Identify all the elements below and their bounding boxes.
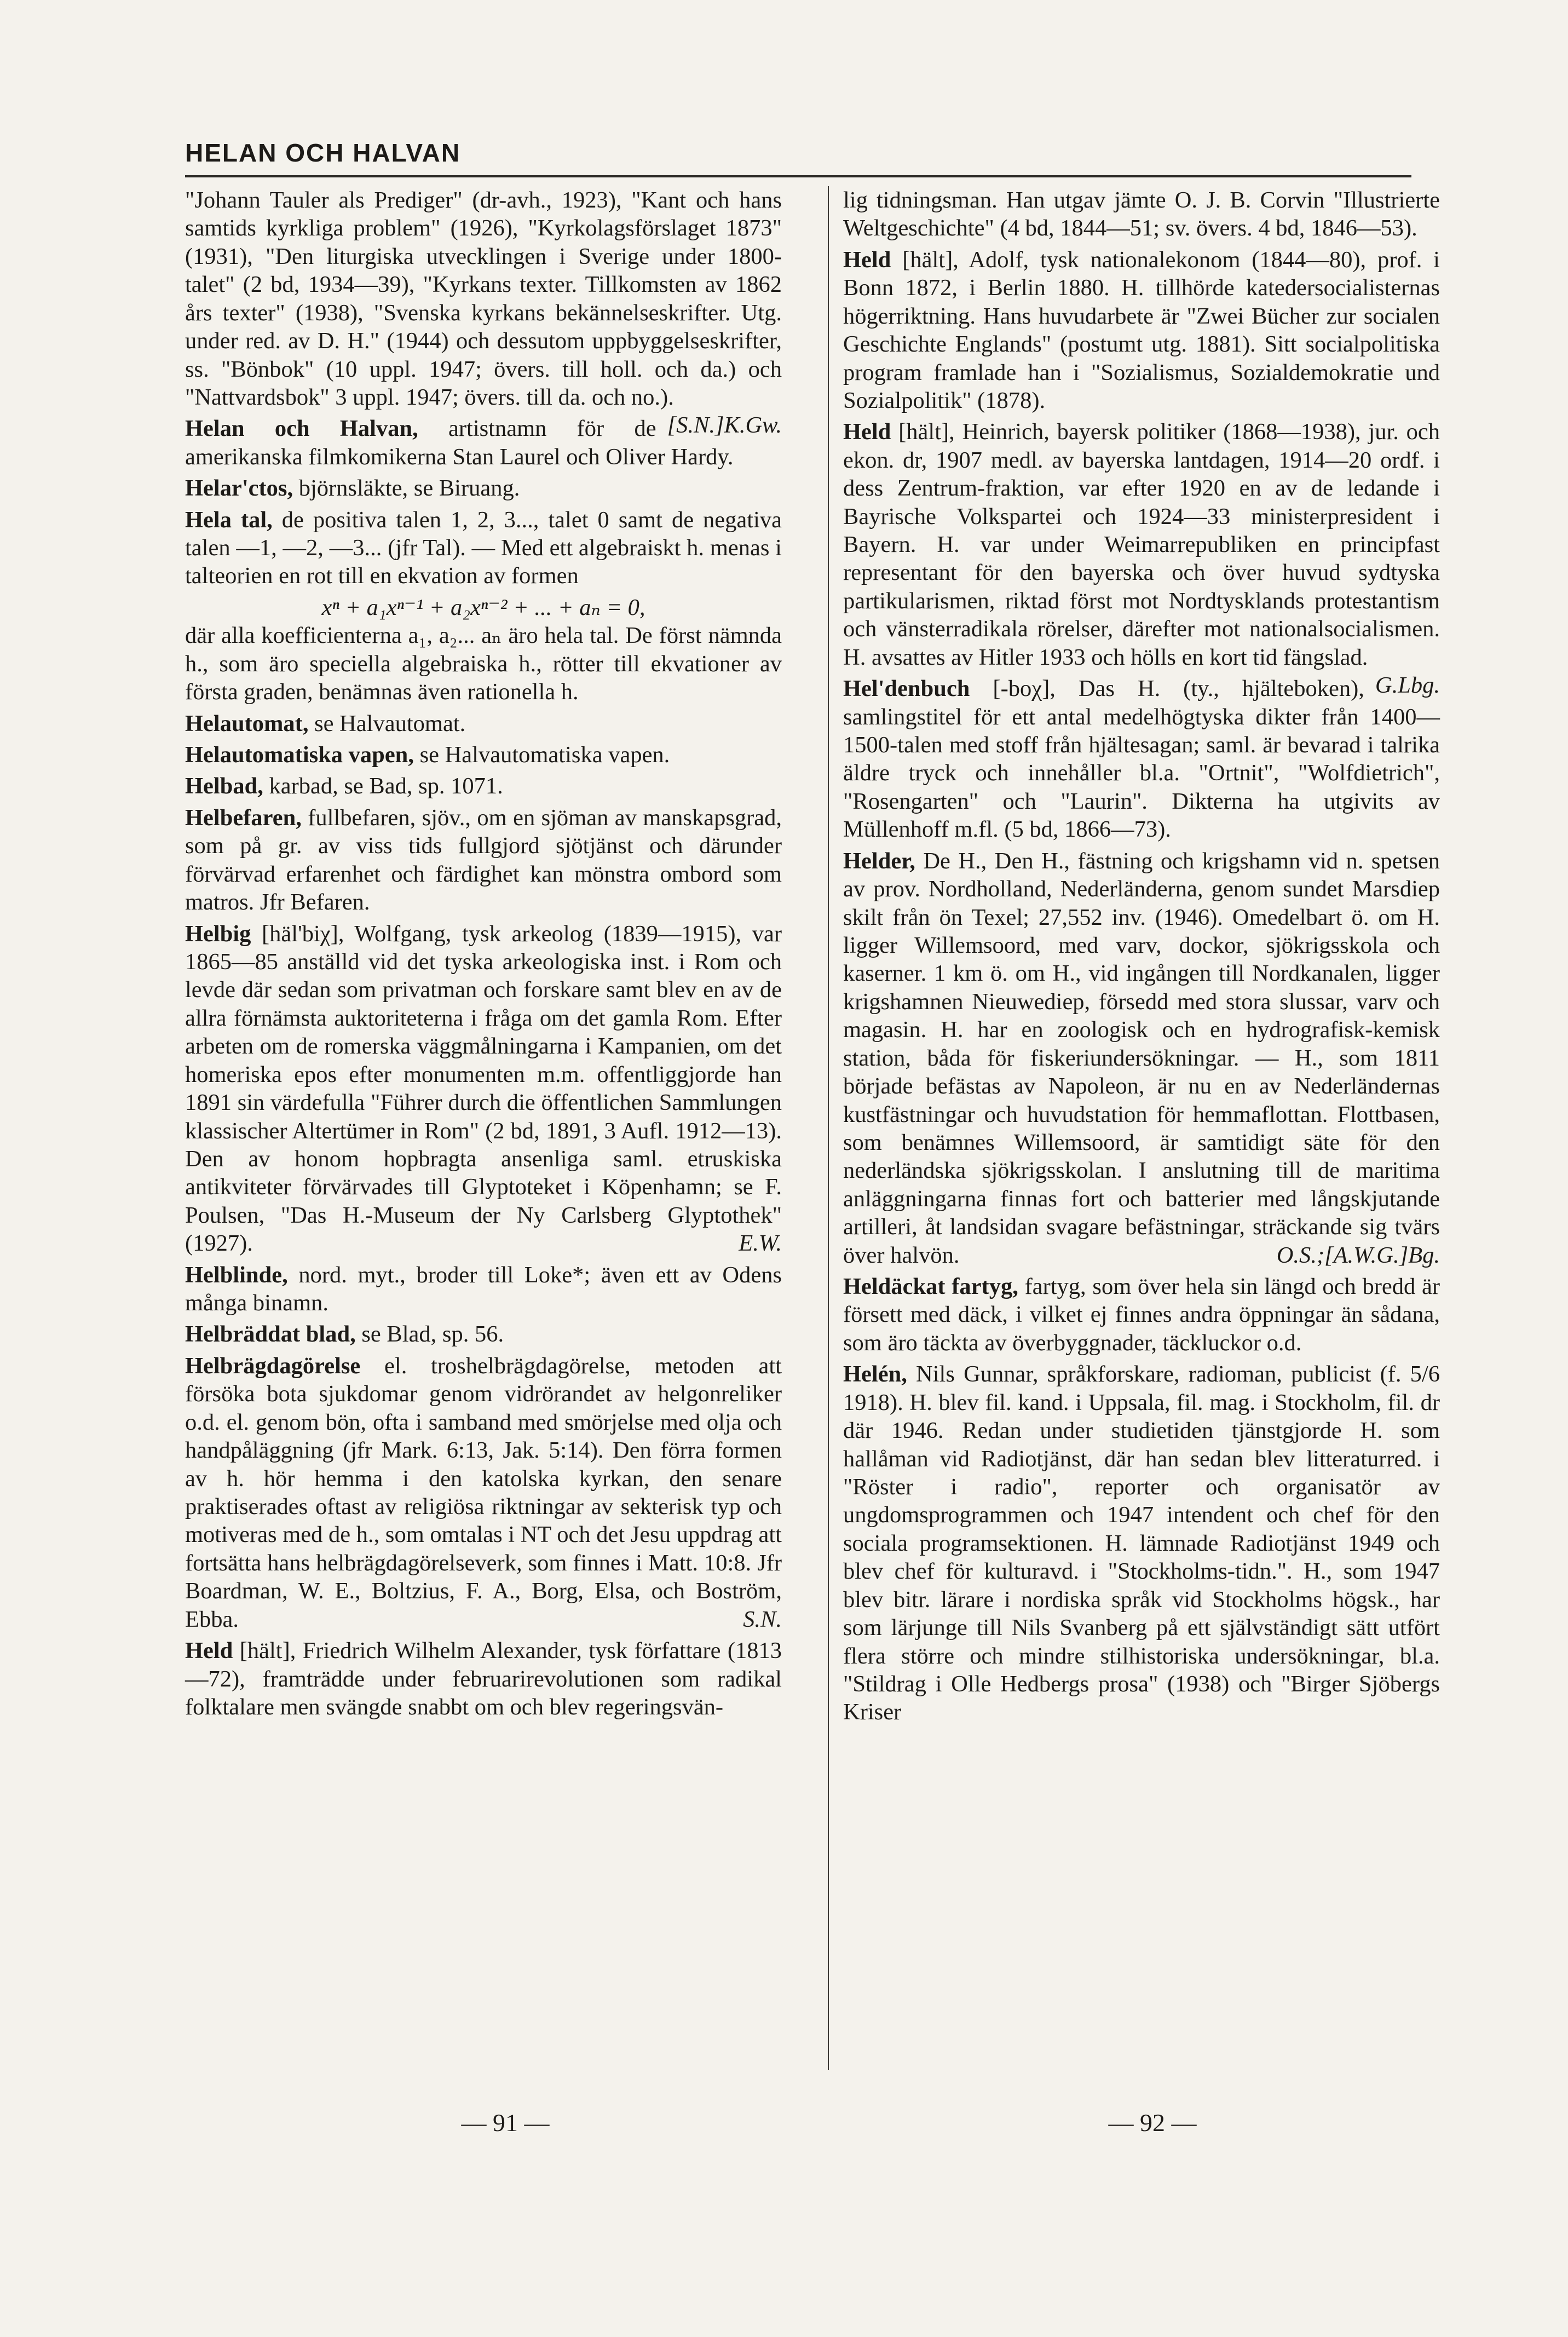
signature: S.N.	[743, 1606, 782, 1632]
entry-text: lig tidningsman. Han utgav jämte O. J. B. Corvin "Illustrierte Weltgeschichte" (4 bd, 1844—51; sv. övers. 4 bd, 1846—53).	[843, 187, 1440, 241]
entry-text: se Blad, sp. 56.	[355, 1321, 504, 1348]
running-header	[185, 138, 1411, 177]
headword: Helautomatiska vapen,	[185, 742, 414, 768]
entry-text: [hält], Heinrich, bayersk politiker (1868—1938), jur. och ekon. dr, 1907 medl. av bayerska lantdagen, 1914—20 ordf. i dess Zentrum-fraktion, var efter 1920 en av de ledande i Bayrische Volkspartei och 1924—33 ministerpresident i Bayern. H. var under Weimarrepubliken en principfast representant för den bayerska och över huvud sydtyska partikularismen, riktad först mot Nordtysklands protestantism och vänsterradikala rörelser, därefter mot nationalsocialismen. H. avsattes av Hitler 1933 och hölls en kort tid fängslad.	[843, 419, 1440, 670]
signature: E.W.	[739, 1230, 782, 1257]
left-column	[185, 186, 782, 1724]
entry-text: [-boχ], Das H. (ty., hjälteboken), samlingstitel för ett antal medelhögtyska dikter från 1400—1500-talen med stoff från hjältesagan; saml. är bevarad i talrika äldre tryck och innehåller bl.a. "Ortnit", "Wolfdietrich", "Rosengarten" och "Laurin". Dikterna ha utgivits av Müllenhoff m.fl. (5 bd, 1866—73).	[843, 676, 1440, 843]
entry-8	[185, 804, 782, 917]
entry-text: [häl'biχ], Wolfgang, tysk arkeolog (1839—1915), var 1865—85 anställd vid det tyska arkeologiska inst. i Rom och levde där sedan som privatman och forskare samt blev en av de allra förnämsta auktoriteterna i fråga om det gamla Rom. Efter arbeten om de romerska väggmålningarna i Kampanien, om det homeriska epos efter monumenten m.m. offentliggjorde han 1891 sin värdefulla "Führer durch die öffentlichen Sammlungen klassischer Altertümer in Rom" (2 bd, 1891, 3 Aufl. 1912—13). Den av honom hopbragta ansenliga saml. etruskiska antikviteter förvärvades till Glyptoteket i Köpenhamn; se F. Poulsen, "Das H.-Museum der Ny Carlsberg Glyptothek" (1927).	[185, 920, 782, 1257]
headword: Helbrägdagörelse	[185, 1352, 361, 1379]
headword: Helar'ctos,	[185, 475, 293, 502]
headword: Held	[843, 246, 891, 273]
entry-text: se Halvautomatiska vapen.	[413, 742, 670, 768]
entry-text: De H., Den H., fästning och krigshamn vid n. spetsen av prov. Nordholland, Nederländerna, genom sundet Marsdiep skilt från ön Texel; 27,552 inv. (1946). Omedelbart ö. om H. ligger Willemsoord, med varv, dockor, sjökrigsskola och kaserner. 1 km ö. om H., vid ingången till Nordkanalen, ligger krigshamnen Nieuwediep, försedd med stora slussar, varv och magasin. H. har en zoologisk och en hydrografisk-kemisk station, båda för fiskeriundersökningar. — H., som 1811 började befästas av Napoleon, är nu en av Nederländernas kustfästningar och huvudstation för hemmaflottan. Flottbasen, som benämnes Willemsoord, är samtidigt säte för den nederländska sjökrigsskolan. I anslutning till de maritima anläggningarna finnas fort och batterier med långskjutande artilleri, åt landsidan svagare befästningar, sträckande sig tvärs över halvön.	[843, 848, 1440, 1268]
entry-r5	[843, 1273, 1440, 1357]
entry-9	[185, 920, 782, 1258]
entry-text: Nils Gunnar, språkforskare, radioman, publicist (f. 5/6 1918). H. blev fil. kand. i Uppsala, fil. mag. i Stockholm, fil. dr där 1946. Redan under studietiden tjänstgjorde H. som hallåman vid Radiotjänst, där han sedan blev litteraturred. i "Röster i radio", reporter och organisatör av ungdomsprogrammen och 1947 intendent och chef för den sociala programsektionen. H. lämnade Radiotjänst 1949 och blev chef för kulturavd. i "Stockholms-tidn.". H., som 1947 blev bitr. lärare i nordiska språk vid Stockholms högsk., har som lärjunge till Nils Svanberg på ett självständigt sätt utfört flera större och mindre stilhistoriska undersökningar, bl.a. "Stildrag i Olle Hedbergs prosa" (1938) och "Birger Sjöbergs Kriser	[843, 1361, 1440, 1725]
entry-11	[185, 1320, 782, 1348]
entry-text: nord. myt., broder till Loke*; även ett av Odens många binamn.	[185, 1262, 782, 1316]
entry-13	[185, 1637, 782, 1721]
entry-4	[185, 621, 782, 706]
entry-r4	[843, 847, 1440, 1269]
entry-7	[185, 772, 782, 800]
entry-text: "Johann Tauler als Prediger" (dr-avh., 1923), "Kant och hans samtids kyrkliga problem" (1926), "Kyrkolagsförslaget 1873" (1931), "Den liturgiska utvecklingen i Sverige under 1800-talet" (2 bd, 1934—39), "Kyrkans texter. Tillkomsten av 1862 års texter" (1938), "Svenska kyrkans bekännelseskrifter. Utg. under red. av D. H." (1944) och dessutom uppbyggelseskrifter, ss. "Bönbok" (10 uppl. 1947; övers. till holl. och da.) och "Nattvardsbok" 3 uppl. 1947; övers. till da. och no.).	[185, 187, 782, 410]
headword: Helbräddat blad,	[185, 1321, 356, 1348]
page-title: HELAN OCH HALVAN	[185, 139, 461, 167]
entry-r1	[843, 246, 1440, 415]
entry-12	[185, 1352, 782, 1633]
page-number-left: — 91 —	[461, 2109, 550, 2137]
signature: O.S.;[A.W.G.]Bg.	[1276, 1242, 1440, 1268]
entry-text: se Halvautomat.	[308, 710, 466, 736]
entry-2	[185, 474, 782, 502]
entry-text: björnsläkte, se Biruang.	[293, 475, 520, 502]
entry-text: de positiva talen 1, 2, 3..., talet 0 samt de negativa talen —1, —2, —3... (jfr Tal). — Med ett algebraiskt h. menas i talteorien en rot till en ekvation av formen	[185, 506, 782, 589]
entry-text: [hält], Adolf, tysk nationalekonom (1844—80), prof. i Bonn 1872, i Berlin 1880. H. tillhörde katedersocialisternas högerriktning. Hans huvudarbete är "Zwei Bücher zur socialen Geschichte Englands" (postumt utg. 1881). Sitt socialpolitiska program framlade han i "Sozialismus, Sozialdemokratie und Sozialpolitik" (1878).	[843, 246, 1440, 413]
entry-text: där alla koefficienterna a₁, a₂... aₙ äro hela tal. De först nämnda h., som äro speciella algebraiska h., rötter till ekvationer av första graden, benämnas även rationella h.	[185, 623, 782, 705]
entry-6	[185, 741, 782, 769]
entry-3	[185, 506, 782, 590]
headword: Hel'denbuch	[843, 676, 970, 702]
entry-text: [hält], Friedrich Wilhelm Alexander, tysk författare (1813—72), framträdde under februarirevolutionen som radikal folktalare men svängde snabbt om och blev regeringsvän-	[185, 1638, 782, 1720]
entry-r3	[843, 675, 1440, 844]
headword: Helbad,	[185, 773, 263, 799]
entry-r0	[843, 186, 1440, 243]
headword: Helblinde,	[185, 1262, 288, 1288]
headword: Hela tal,	[185, 506, 273, 533]
entry-text: el. troshelbrägdagörelse, metoden att försöka bota sjukdomar genom vidrörandet av helgonreliker o.d. el. genom bön, ofta i samband med smörjelse med olja och handpåläggning (jfr Mark. 6:13, Jak. 5:14). Den förra formen av h. hör hemma i den katolska kyrkan, den senare praktiserades oftast av religiösa riktningar av sekterisk typ och motiveras med de h., som omtalas i NT och det Jesu uppdrag att fortsätta hans helbrägdagörelseverk, som finnes i Matt. 10:8. Jfr Boardman, W. E., Boltzius, F. A., Borg, Elsa, och Boström, Ebba.	[185, 1352, 782, 1632]
headword: Helén,	[843, 1361, 907, 1388]
page-number-right: — 92 —	[1108, 2109, 1197, 2137]
headword: Held	[185, 1638, 233, 1664]
headword: Helan och Halvan,	[185, 416, 418, 442]
headword: Helder,	[843, 848, 915, 874]
headword: Held	[843, 419, 891, 445]
entry-text: karbad, se Bad, sp. 1071.	[263, 773, 503, 799]
signature: G.Lbg.	[1375, 672, 1440, 699]
entry-5	[185, 710, 782, 738]
headword: Helautomat,	[185, 710, 309, 736]
column-divider	[828, 186, 829, 2070]
signature: [S.N.]K.Gw.	[667, 412, 782, 439]
entry-10	[185, 1261, 782, 1317]
entry-text: artistnamn för de amerikanska filmkomikerna Stan Laurel och Oliver Hardy.	[185, 416, 734, 470]
right-column	[843, 186, 1440, 1730]
headword: Helbefaren,	[185, 804, 302, 831]
formula: xⁿ + a₁xⁿ⁻¹ + a₂xⁿ⁻² + ... + aₙ = 0,	[321, 594, 645, 620]
entry-r6	[843, 1360, 1440, 1726]
headword: Helbig	[185, 920, 251, 947]
entry-text: fartyg, som över hela sin längd och bredd är försett med däck, i vilket ej finnes andra öppningar än sådana, som äro täckta av överbyggnader, täckluckor o.d.	[843, 1274, 1440, 1356]
headword: Heldäckat fartyg,	[843, 1274, 1018, 1300]
entry-text: fullbefaren, sjöv., om en sjöman av manskapsgrad, som på gr. av viss tids fullgjord sjötjänst och därunder förvärvad erfarenhet och färdighet kan mönstra ombord som matros. Jfr Befaren.	[185, 804, 782, 916]
